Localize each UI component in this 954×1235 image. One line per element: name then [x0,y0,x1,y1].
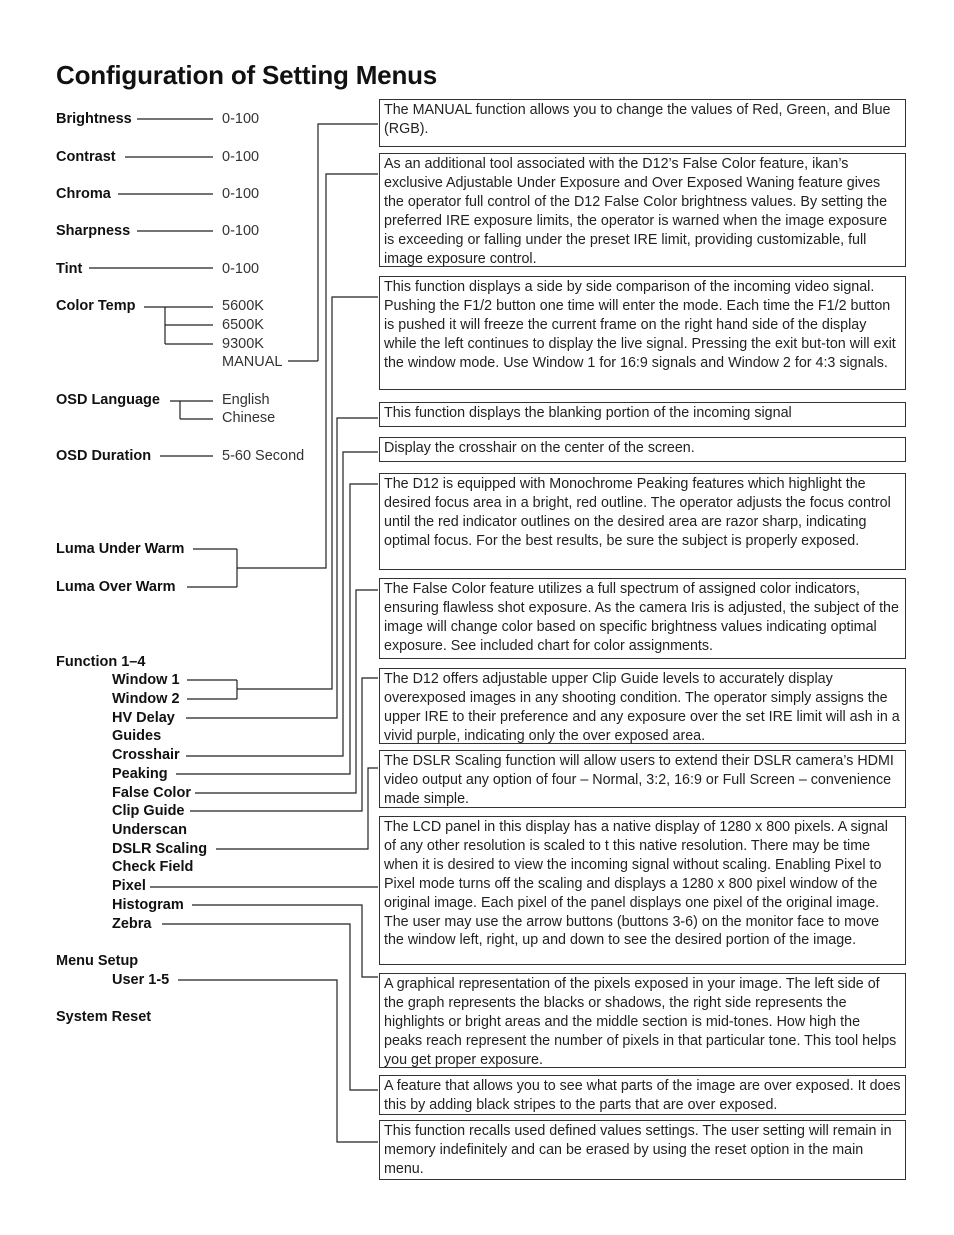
osd-duration-range: 5-60 Second [222,448,305,464]
menu-item-luma-over-warm: Luma Over Warm [56,579,176,595]
description-pixel: The LCD panel in this display has a native display of 1280 x 800 pixels. A signal of any other resolution is scaled to t this native resolution. There may be time when it is desired to view the incoming signal without scaling. Enabling Pixel to Pixel mode turns off the scaling and displays a 1280 x 800 pixel window of the original image. Each pixel of the panel displays one pixel of the original image. The user may use the arrow buttons (buttons 3-6) on the monitor face to move the window left, right, up and down to see the desired portion of the image. [379,816,906,965]
menu-item-color-temp: Color Temp [56,298,136,314]
submenu-item-zebra: Zebra [112,916,152,932]
submenu-item-hv-delay: HV Delay [112,710,175,726]
submenu-item-window-2: Window 2 [112,691,180,707]
color-temp-option: 9300K [222,336,264,352]
description-user: This function recalls used defined values settings. The user setting will remain in memory indefinitely and can be erased by using the reset option in the main menu. [379,1120,906,1180]
submenu-item-dslr-scaling: DSLR Scaling [112,841,208,857]
menu-item-sharpness: Sharpness [56,223,131,239]
description-zebra: A feature that allows you to see what parts of the image are over exposed. It does this by adding black stripes to the parts that are over exposed. [379,1075,906,1115]
description-luma-warning: As an additional tool associated with the D12’s False Color feature, ikan’s exclusive Adjustable Under Exposure and Over Exposed Waning feature gives the operator full control of the D12 False Color brightness values. By setting the preferred IRE exposure limits, the operator is warned when the image exposure is exceeding or falling under the preset IRE limit, providing customizable, full image exposure control. [379,153,906,267]
description-false-color: The False Color feature utilizes a full spectrum of assigned color indicators, ensuring flawless shot exposure. As the camera Iris is adjusted, the subject of the image will change color based on specific brightness values indicating optimal exposure. See included chart for color assignments. [379,578,906,659]
menu-item-menu-setup: Menu Setup [56,953,139,969]
color-temp-option: 5600K [222,298,264,314]
description-dslr-scaling: The DSLR Scaling function will allow users to extend their DSLR camera’s HDMI video output any option of four – Normal, 3:2, 16:9 or Full Screen – convenience made simple. [379,750,906,808]
menu-item-tint: Tint [56,261,83,277]
chroma-range: 0-100 [222,186,260,202]
language-option: English [222,392,270,408]
submenu-item-window-1: Window 1 [112,672,180,688]
menu-item-brightness: Brightness [56,111,132,127]
description-crosshair: Display the crosshair on the center of the screen. [379,437,906,462]
submenu-item-crosshair: Crosshair [112,747,180,763]
description-peaking: The D12 is equipped with Monochrome Peaking features which highlight the desired focus area in a bright, red outline. The operator adjusts the focus control until the red indicator outlines on the desired area are razor sharp, indicating optimal focus. For the best results, be sure the subject is properly exposed. [379,473,906,570]
page-title: Configuration of Setting Menus [56,60,438,90]
menu-item-system-reset: System Reset [56,1009,152,1025]
menu-item-contrast: Contrast [56,149,116,165]
description-hv-delay: This function displays the blanking portion of the incoming signal [379,402,906,427]
contrast-range: 0-100 [222,149,260,165]
description-manual: The MANUAL function allows you to change the values of Red, Green, and Blue (RGB). [379,99,906,147]
menu-item-function: Function 1–4 [56,654,146,670]
submenu-item-false-color: False Color [112,785,191,801]
menu-item-chroma: Chroma [56,186,111,202]
color-temp-option: MANUAL [222,354,283,370]
description-window: This function displays a side by side comparison of the incoming video signal. Pushing the F1/2 button one time will enter the mode. Each time the F1/2 button is pushed it will freeze the current frame on the right hand side of the display while the left continues to display the live signal. Pressing the exit but-ton will exit the window mode. Use Window 1 for 16:9 signals and Window 2 for 4:3 signals. [379,276,906,390]
submenu-item-user: User 1-5 [112,972,170,988]
sharpness-range: 0-100 [222,223,260,239]
submenu-item-check-field: Check Field [112,859,194,875]
language-option: Chinese [222,410,276,426]
submenu-item-clip-guide: Clip Guide [112,803,185,819]
submenu-item-peaking: Peaking [112,766,168,782]
menu-item-osd-language: OSD Language [56,392,160,408]
description-clip-guide: The D12 offers adjustable upper Clip Guide levels to accurately display overexposed images in any shooting condition. The operator simply assigns the upper IRE to their preference and any exposure over the set IRE limit will ash in a vivid purple, indicating only the over exposed area. [379,668,906,744]
submenu-item-histogram: Histogram [112,897,184,913]
description-histogram: A graphical representation of the pixels exposed in your image. The left side of the graph represents the blacks or shadows, the right side represents the highlights or bright areas and the middle section is mid-tones. How high the peaks reach represent the number of pixels in that particular tone. This tool helps you get proper exposure. [379,973,906,1068]
menu-item-luma-under-warm: Luma Under Warm [56,541,185,557]
menu-item-osd-duration: OSD Duration [56,448,152,464]
color-temp-option: 6500K [222,317,264,333]
submenu-item-pixel: Pixel [112,878,146,894]
submenu-item-underscan: Underscan [112,822,187,838]
tint-range: 0-100 [222,261,260,277]
submenu-item-guides: Guides [112,728,162,744]
brightness-range: 0-100 [222,111,260,127]
